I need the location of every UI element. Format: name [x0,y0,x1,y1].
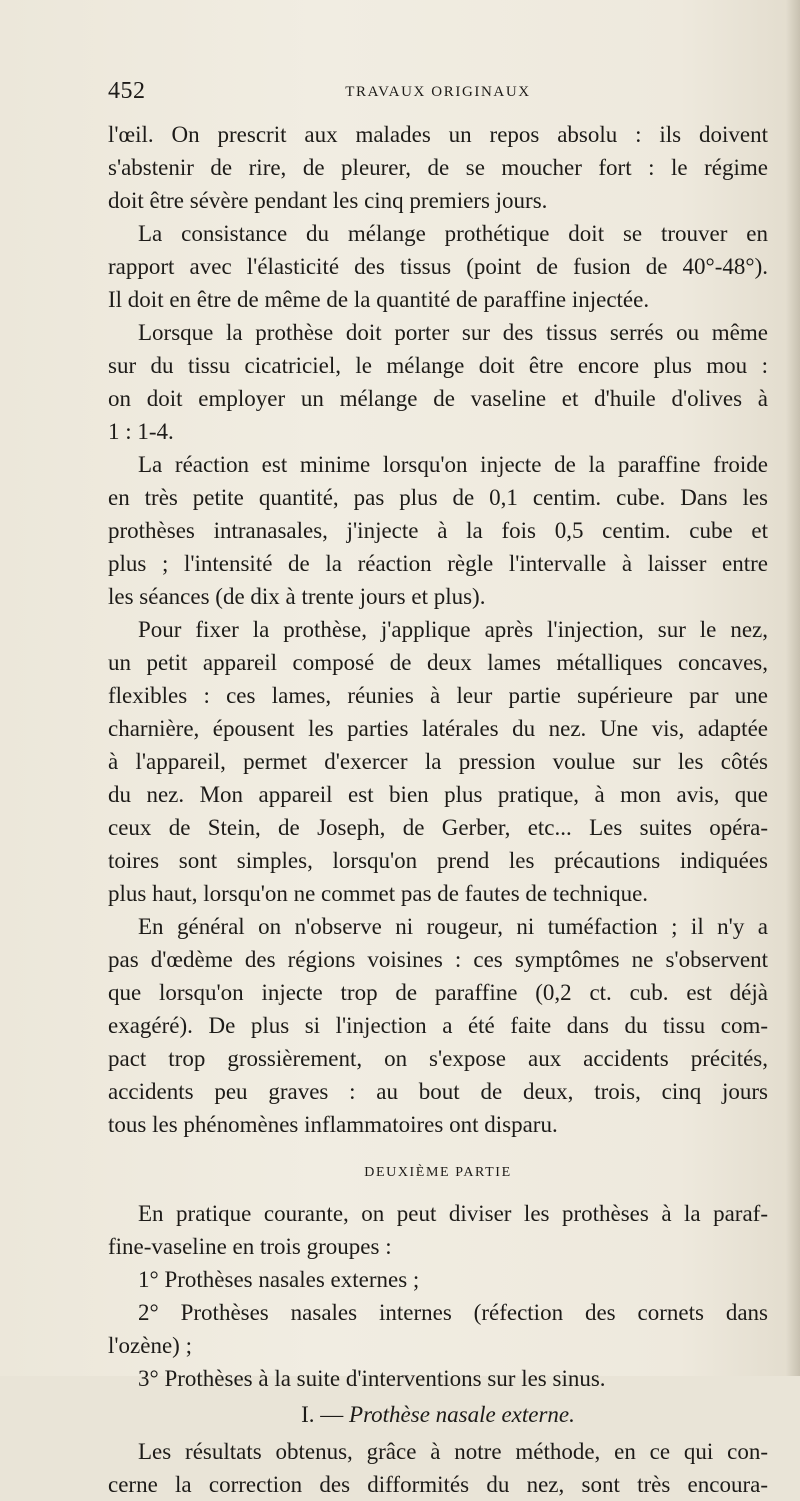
text-line: exagéré). De plus si l'injection a été faite dans du tissu com- [108,1013,768,1038]
body-text [108,118,768,1501]
page-edge-shadow [786,0,800,1376]
text-line: l'œil. On prescrit aux malades un repos absolu : ils doivent [108,122,768,147]
text-line: plus haut, lorsqu'on ne commet pas de fautes de technique. [108,881,649,906]
text-line: pas d'œdème des régions voisines : ces symptômes ne s'observent [108,947,768,972]
text-line: fine-vaseline en trois groupes : [108,1234,392,1259]
text-line: l'ozène) ; [108,1333,192,1358]
list-item: 2° Prothèses nasales internes (réfection des cornets dans [138,1300,768,1325]
text-line: La consistance du mélange prothétique doit se trouver en [138,221,768,246]
list-item: 1° Prothèses nasales externes ; [138,1267,420,1292]
text-line: flexibles : ces lames, réunies à leur partie supérieure par une [108,683,768,708]
text-line: sur du tissu cicatriciel, le mélange doit être encore plus mou : [108,353,768,378]
text-line: pact trop grossièrement, on s'expose aux accidents précités, [108,1046,768,1071]
section-heading: DEUXIÈME PARTIE [364,1165,512,1180]
text-line: Pour fixer la prothèse, j'applique après l'injection, sur le nez, [138,617,768,642]
text-line: un petit appareil composé de deux lames métalliques concaves, [108,650,768,675]
subsection-number: I. — [301,1402,344,1427]
text-line: accidents peu graves : au bout de deux, trois, cinq jours [108,1079,768,1104]
text-line: La réaction est minime lorsqu'on injecte de la paraffine froide [138,452,768,477]
text-line: En général on n'observe ni rougeur, ni tuméfaction ; il n'y a [138,914,768,939]
text-line: doit être sévère pendant les cinq premiers jours. [108,188,548,213]
text-line: cerne la correction des difformités du nez, sont très encoura- [108,1472,768,1497]
text-line: prothèses intranasales, j'injecte à la fois 0,5 centim. cube et [108,518,768,543]
text-line: que lorsqu'on injecte trop de paraffine (0,2 ct. cub. est déjà [108,980,768,1005]
text-line: s'abstenir de rire, de pleurer, de se moucher fort : le régime [108,155,768,180]
text-line: ceux de Stein, de Joseph, de Gerber, etc... Les suites opéra- [108,815,768,840]
page-header [108,78,768,108]
subsection-heading [108,1395,768,1435]
text-line: on doit employer un mélange de vaseline et d'huile d'olives à [108,386,768,411]
list-item: 3° Prothèses à la suite d'interventions sur les sinus. [138,1366,606,1391]
text-line: charnière, épousent les parties latérales du nez. Une vis, adaptée [108,716,768,741]
text-line: Les résultats obtenus, grâce à notre méthode, en ce qui con- [138,1439,768,1464]
text-line: toires sont simples, lorsqu'on prend les précautions indiquées [108,848,768,873]
text-line: En pratique courante, on peut diviser les prothèses à la paraf- [138,1201,768,1226]
text-line: 1 : 1-4. [108,419,174,444]
text-line: les séances (de dix à trente jours et plus). [108,584,486,609]
text-line: Lorsque la prothèse doit porter sur des tissus serrés ou même [138,320,768,345]
page-number: 452 [108,78,146,104]
subsection-title: Prothèse nasale externe. [349,1402,575,1427]
text-line: Il doit en être de même de la quantité de paraffine injectée. [108,287,650,312]
text-line: tous les phénomènes inflammatoires ont disparu. [108,1112,558,1137]
text-line: plus ; l'intensité de la réaction règle l'intervalle à laisser entre [108,551,768,576]
text-line: du nez. Mon appareil est bien plus pratique, à mon avis, que [108,782,768,807]
text-line: rapport avec l'élasticité des tissus (point de fusion de 40°-48°). [108,254,768,279]
running-head: TRAVAUX ORIGINAUX [345,84,531,100]
text-line: à l'appareil, permet d'exercer la pression voulue sur les côtés [108,749,768,774]
text-line: en très petite quantité, pas plus de 0,1 centim. cube. Dans les [108,485,768,510]
